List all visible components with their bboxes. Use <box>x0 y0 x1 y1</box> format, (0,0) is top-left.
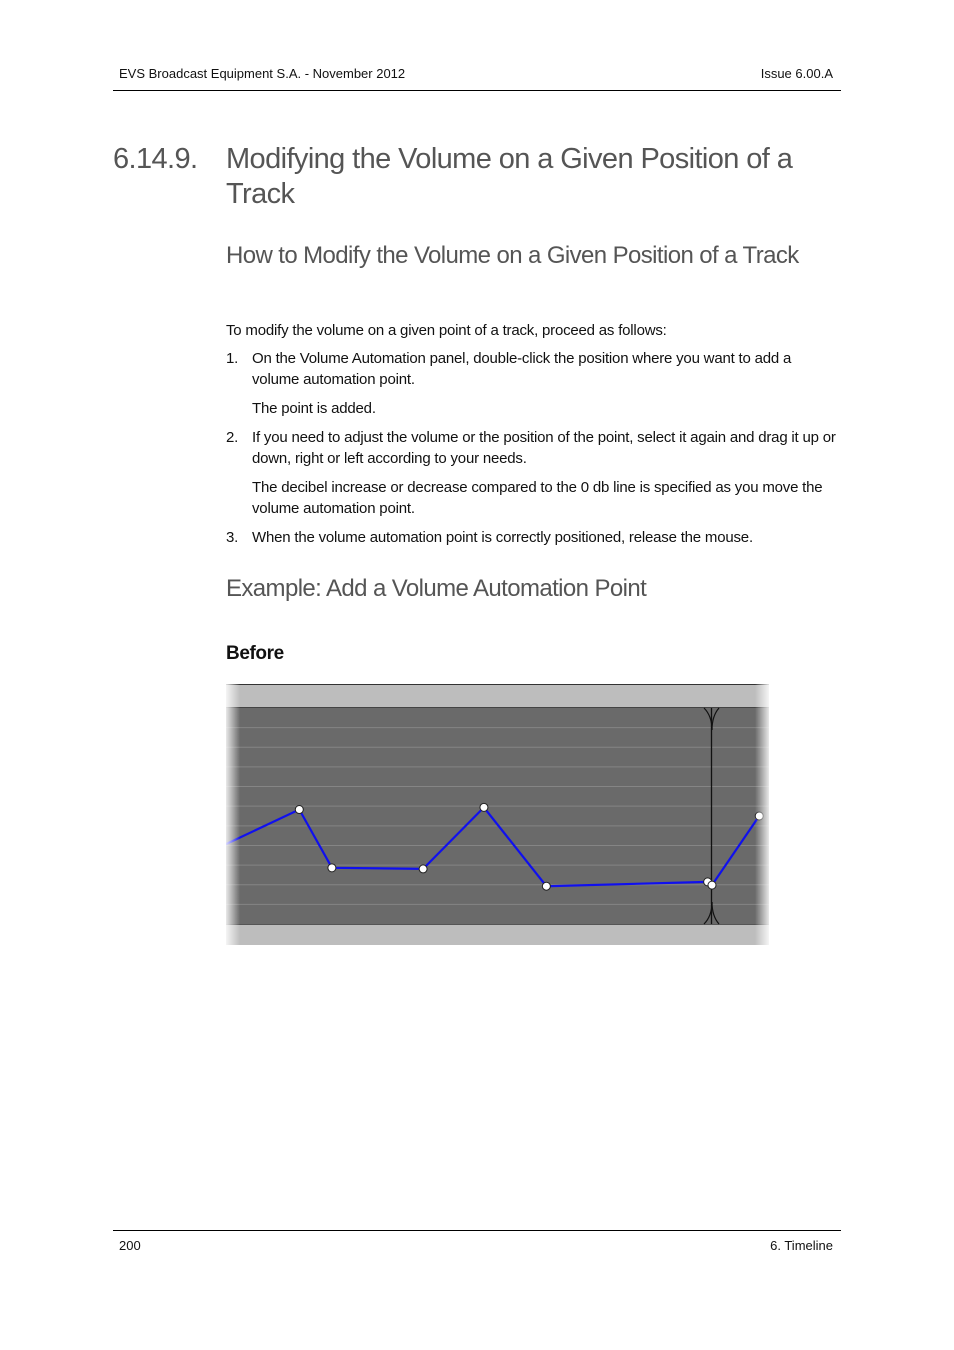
volume-automation-screenshot[interactable] <box>226 684 769 945</box>
procedure-steps <box>226 348 836 556</box>
page-number: 200 <box>119 1238 141 1253</box>
step-3 <box>226 527 836 548</box>
step-result: The point is added. <box>252 400 376 417</box>
page-header <box>113 64 841 91</box>
intro-paragraph: To modify the volume on a given point of a track, proceed as follows: <box>226 322 667 339</box>
step-text: When the volume automation point is correctly positioned, release the mouse. <box>252 529 753 546</box>
panel-top-bar <box>226 684 769 707</box>
left-edge-fade <box>226 684 240 945</box>
step-1 <box>226 348 836 419</box>
page-footer <box>113 1230 841 1253</box>
step-number: 2. <box>226 429 239 446</box>
volume-automation-point[interactable] <box>542 882 550 890</box>
right-edge-fade <box>755 684 769 945</box>
volume-automation-point[interactable] <box>419 865 427 873</box>
volume-automation-panel[interactable] <box>226 684 769 945</box>
track-area[interactable] <box>226 708 769 924</box>
step-number: 3. <box>226 529 239 546</box>
volume-automation-point[interactable] <box>328 864 336 872</box>
step-text: If you need to adjust the volume or the position of the point, select it again and drag it up or down, right or left according to your needs. <box>252 429 836 467</box>
howto-heading: How to Modify the Volume on a Given Position of a Track <box>226 242 799 269</box>
step-number: 1. <box>226 350 239 367</box>
volume-automation-point[interactable] <box>708 881 716 889</box>
section-title: Modifying the Volume on a Given Position of a Track <box>226 143 793 210</box>
volume-automation-point[interactable] <box>295 806 303 814</box>
before-label: Before <box>226 643 284 664</box>
section-number: 6.14.9. <box>113 143 198 175</box>
panel-bottom-bar <box>226 924 769 945</box>
header-issue: Issue 6.00.A <box>760 66 833 81</box>
chapter-name: 6. Timeline <box>770 1238 833 1253</box>
step-text: On the Volume Automation panel, double-click the position where you want to add a volume automation point. <box>252 350 792 388</box>
header-company-date: EVS Broadcast Equipment S.A. - November 2012 <box>119 66 406 81</box>
step-2 <box>226 427 836 519</box>
volume-automation-point[interactable] <box>480 803 488 811</box>
step-result: The decibel increase or decrease compared to the 0 db line is specified as you move the volume automation point. <box>252 479 823 517</box>
example-heading: Example: Add a Volume Automation Point <box>226 575 647 602</box>
